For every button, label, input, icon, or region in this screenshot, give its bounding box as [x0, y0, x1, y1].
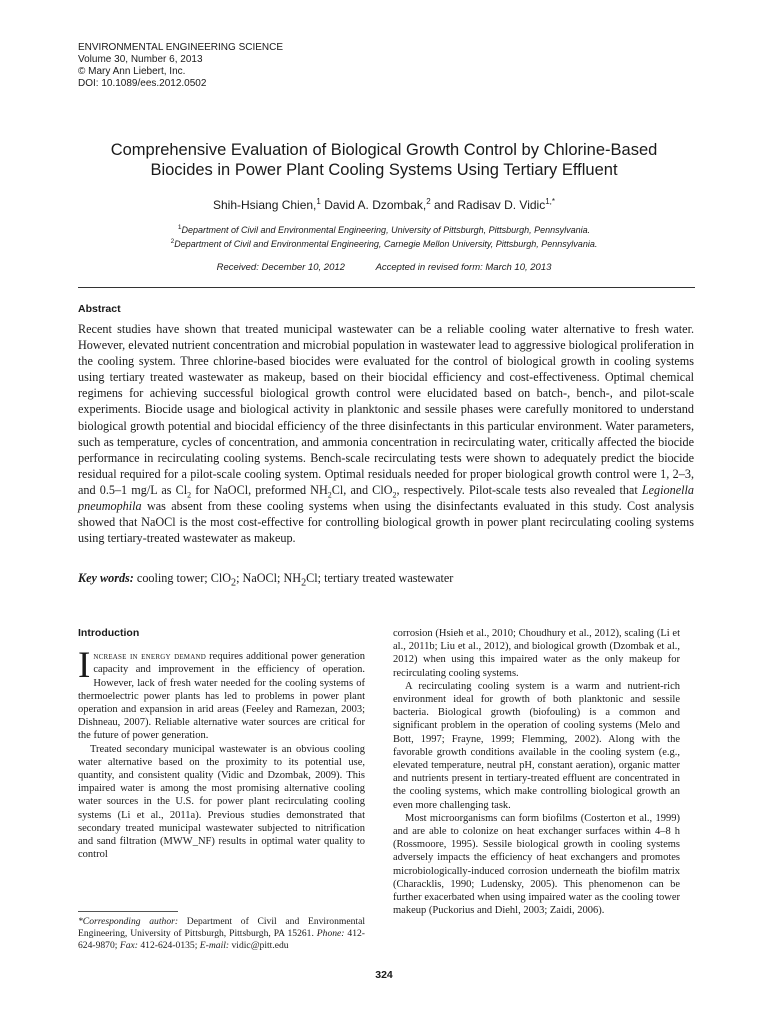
abstract-text: Recent studies have shown that treated municipal wastewater can be a reliable cooling water alternative to fresh water. However, elevated nutrient concentration and microbial population in wastewater lead to aggressive biological proliferation in the cooling system. Three chlorine-based biocides were evaluated for the control of biological growth in cooling systems using tertiary treated wastewater as makeup, based on their biocidal efficiency and cost-effectiveness. Optimal chemical regimens for achieving successful biological growth control were elucidated based on batch-, bench-, and pilot-scale experiments. Biocide usage and biological activity in planktonic and sessile phases were carefully monitored to understand biological growth potential and biocidal efficiency of the three disinfectants in this particular environment. Water parameters, such as temperature, cycles of concentration, and ammonia concentration in recirculating water, critically affected the biocide performance in recirculating cooling systems. Bench-scale recirculating tests were shown to adequately predict the biocide residual required for a pilot-scale cooling system. Optimal residuals needed for proper biological growth control were 1, 2–3, and 0.5–1 mg/L as Cl: [78, 322, 694, 497]
journal-copyright: © Mary Ann Liebert, Inc.: [78, 66, 186, 77]
abstract-text: for NaOCl, preformed NH: [191, 482, 328, 497]
email-address: vidic@pitt.edu: [229, 940, 289, 951]
intro-paragraph-3: corrosion (Hsieh et al., 2010; Choudhury et al., 2012), scaling (Li et al., 2011b; Liu et al., 2012), and biological growth (Dzombak et al., 2012) when using this impaired water as the only makeup for recirculating cooling systems.: [393, 628, 680, 679]
abstract-body: [78, 321, 694, 546]
fax-label: Fax:: [119, 940, 138, 951]
journal-doi: DOI: 10.1089/ees.2012.0502: [78, 78, 207, 89]
journal-name: ENVIRONMENTAL ENGINEERING SCIENCE: [78, 42, 284, 53]
phone-label: Phone:: [316, 928, 345, 939]
abstract-text: Cl, and ClO: [331, 482, 393, 497]
intro-paragraph-2: Treated secondary municipal wastewater is an obvious cooling water alternative based on the proximity to its potential use, quantity, and consistent quality (Vidic and Dzombak, 2009). This impaired water is among the most promising alternative cooling water sources in the U.S. for power plant recirculating cooling systems (Li et al., 2011a). Previous studies demonstrated that secondary treated municipal wastewater subjected to nitrification and sand filtration (MWW_NF) results in optimal water quality to control: [78, 743, 365, 861]
footnote-divider: [78, 911, 178, 912]
abstract-heading: Abstract: [78, 303, 121, 315]
affil-text: Department of Civil and Environmental Engineering, University of Pittsburgh, Pittsburgh, Pennsylvania.: [181, 225, 591, 235]
affiliation-2: [40, 236, 728, 250]
affiliation-1: [40, 222, 728, 236]
title-line-2: Biocides in Power Plant Cooling Systems Using Tertiary Effluent: [150, 161, 618, 179]
species-name: Legionella pneumophila: [78, 482, 694, 514]
introduction-heading: Introduction: [78, 627, 140, 639]
article-title: [40, 140, 728, 180]
affil-mark: 2: [170, 238, 175, 245]
abstract-text: was absent from these cooling systems when using the disinfectants evaluated in this study. Cost analysis showed that NaOCl is the most cost-effective for controlling biological growth in power plant recirculating cooling systems using tertiary-treated wastewater as makeup.: [78, 499, 694, 546]
paragraph-text: requires additional power generation capacity and improvement in the efficiency of operation. However, lack of fresh water needed for the cooling systems of thermoelectric power plants has led to problems in power plant operation and expansion in arid areas (Feeley and Ramezan, 2003; Dishneau, 2007). Reliable alternative water sources are critical for the future of power generation.: [78, 651, 366, 742]
drop-cap: I: [78, 645, 91, 687]
author-list: [40, 195, 728, 212]
subscript: 2: [392, 490, 397, 500]
footnote-text: [78, 916, 365, 952]
affil-mark: 1: [177, 224, 182, 231]
author-name: and Radisav D. Vidic: [434, 198, 546, 212]
subscript: 2: [327, 490, 332, 500]
keywords: [78, 570, 694, 591]
intro-paragraph-4: A recirculating cooling system is a warm and nutrient-rich environment ideal for growth of both planktonic and sessile bacteria. Biological growth (biofouling) is a common and significant problem in the operation of cooling systems (Melo and Bott, 1997; Frayne, 1999; Flemming, 2002). Along with the favorable growth conditions available in the cooling system (e.g., elevated temperature, neutral pH, constant aeration), organic matter and nutrients present in tertiary-treated effluent are concentrated in the cooling systems, which make controlling biological growth an even more challenging task.: [393, 680, 680, 811]
author-name: Shih-Hsiang Chien,: [213, 198, 317, 212]
right-column: [393, 627, 680, 917]
keyword-text: ; NaOCl; NH: [236, 571, 302, 585]
affiliations: [40, 222, 728, 250]
author-affil-mark: 1: [316, 197, 321, 206]
author-affil-mark: 1,*: [545, 197, 555, 206]
journal-header: [78, 42, 283, 90]
keywords-label: Key words:: [78, 571, 134, 585]
author-name: David A. Dzombak,: [324, 198, 427, 212]
footnote-lead: *Corresponding author:: [78, 916, 179, 927]
intro-paragraph-1: [78, 645, 366, 742]
lead-in-smallcaps: ncrease in energy demand: [93, 651, 206, 663]
received-date: Received: December 10, 2012: [216, 262, 345, 273]
title-line-1: Comprehensive Evaluation of Biological Growth Control by Chlorine-Based: [110, 141, 658, 159]
author-affil-mark: 2: [426, 197, 431, 206]
affil-text: Department of Civil and Environmental Engineering, Carnegie Mellon University, Pittsburgh, Pennsylvania.: [174, 239, 598, 249]
intro-paragraph-5: Most microorganisms can form biofilms (Costerton et al., 1999) and are able to colonize on heat exchanger surfaces within 4–8 h (Rossmoore, 1995). Sessile biological growth in cooling systems adversely impacts the efficiency of heat exchangers and promotes microbiologically-induced corrosion underneath the biofilm matrix (Characklis, 1990; Ludensky, 2005). This phenomenon can be further exacerbated when using impaired water as the cooling tower makeup (Puckorius and Diehl, 2003; Zaidi, 2006).: [393, 812, 680, 917]
email-label: E-mail:: [199, 940, 230, 951]
abstract-text: , respectively. Pilot-scale tests also revealed that: [396, 482, 642, 497]
fax-number: 412-624-0135;: [137, 940, 200, 951]
subscript: 2: [231, 577, 237, 589]
accepted-date: Accepted in revised form: March 10, 2013: [375, 262, 552, 273]
subscript: 2: [301, 577, 307, 589]
keyword-text: cooling tower; ClO: [133, 571, 232, 585]
article-dates: [40, 262, 728, 274]
journal-volume: Volume 30, Number 6, 2013: [78, 54, 203, 65]
phone-number: 412-624-9870;: [78, 928, 366, 951]
page-number: 324: [375, 969, 393, 981]
footnote-body: Department of Civil and Environmental Engineering, University of Pittsburgh, Pittsburgh, PA 15261.: [78, 916, 365, 939]
left-column: [78, 627, 365, 861]
keyword-text: Cl; tertiary treated wastewater: [306, 571, 454, 585]
subscript: 2: [187, 490, 192, 500]
header-divider: [78, 287, 695, 288]
corresponding-author-footnote: [78, 916, 365, 952]
